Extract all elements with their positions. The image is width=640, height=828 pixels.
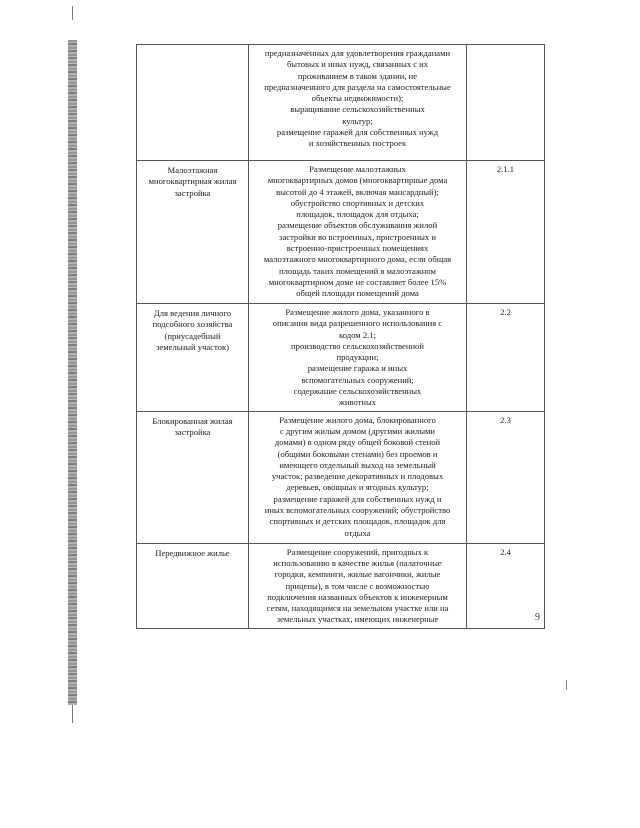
use-description-line: размещение гаража и иных	[307, 363, 408, 374]
use-description-line: предназначенных для удовлетворения гражданами	[264, 48, 451, 58]
use-description-line: подключения названных объектов к инженерным	[267, 591, 448, 602]
page-number: 9	[535, 612, 540, 623]
use-description-line: описании вида разрешенного использования с	[272, 318, 443, 329]
scan-mark	[72, 6, 73, 20]
use-description-line: объекты недвижимости);	[311, 93, 404, 104]
table-row	[137, 411, 545, 543]
use-type-name-cell	[137, 161, 249, 304]
use-description-line: с другим жилым домом (другими жилыми	[279, 425, 436, 436]
use-description-line: кодом 2.1;	[338, 329, 376, 340]
use-description-line: (общими боковыми стенами) без проемов и	[277, 448, 438, 459]
use-type-name-cell	[137, 411, 249, 543]
use-type-name-line: застройка	[174, 426, 211, 437]
use-type-name-line: застройка	[174, 187, 211, 198]
use-description-cell	[249, 45, 467, 161]
use-description-line: бытовых и иных нужд, связанных с их	[286, 59, 429, 70]
use-description-line: городки, кемпинги, жилые вагончики, жилые	[274, 569, 441, 580]
scan-binding-edge	[68, 40, 77, 705]
use-description-cell	[249, 304, 467, 412]
use-code-cell	[467, 304, 545, 412]
table-row	[137, 161, 545, 304]
use-description-line: площадок, площадок для отдыха;	[296, 209, 419, 220]
use-description-line: содержание сельскохозяйственных	[293, 386, 422, 397]
use-description-line: проживанием в таком здании, не	[297, 70, 418, 81]
use-description-line: домами) в одном ряду общей боковой стеной	[274, 437, 441, 448]
use-code: 2.4	[500, 546, 511, 557]
table-row	[137, 304, 545, 412]
use-description-line: отдыха	[344, 527, 371, 538]
use-description-line: спортивных и детских площадок, площадок для	[269, 516, 446, 527]
use-description-cell	[249, 161, 467, 304]
use-type-name-line: (приусадебный	[164, 330, 221, 341]
use-type-name-cell	[137, 45, 249, 161]
use-description-line: выращивание сельскохозяйственных	[290, 104, 425, 115]
use-description-line: деревьев, овощных и ягодных культур;	[286, 482, 429, 493]
use-type-name-cell	[137, 304, 249, 412]
use-description-line: Размещение сооружений, пригодных к	[286, 546, 429, 557]
use-code-cell	[467, 543, 545, 628]
use-description-line: многоквартирном доме не составляет более 15%	[268, 276, 447, 287]
use-description-line: и хозяйственных построек	[308, 138, 407, 149]
use-code: 2.1.1	[496, 164, 515, 174]
use-description-line: имеющего отдельный выход на земельный	[279, 459, 436, 470]
use-code: 2.2	[500, 307, 511, 317]
table-row	[137, 45, 545, 161]
use-type-name-line: Блокированная жилая	[152, 415, 233, 426]
use-description-line: высотой до 4 этажей, включая мансардный);	[276, 186, 439, 197]
use-description-line: вспомогательных сооружений;	[301, 374, 414, 385]
use-description-line: сетям, находящимся на земельном участке или на	[266, 603, 449, 614]
use-type-name-line: подсобного хозяйства	[152, 319, 233, 330]
land-use-table	[136, 44, 545, 629]
use-description-line: размещение объектов обслуживания жилой	[277, 220, 438, 231]
use-description-line: размещение гаражей для собственных нужд	[276, 127, 439, 138]
use-description-line: продукции;	[336, 352, 379, 363]
use-code: 2.3	[500, 414, 511, 425]
use-description-line: Размещение жилого дома, указанного в	[285, 307, 430, 317]
use-description-line: Размещение жилого дома, блокированного	[279, 414, 436, 425]
use-description-line: размещение гаражей для собственных нужд и	[273, 493, 442, 504]
use-description-line: Размещение малоэтажных	[309, 164, 406, 174]
table-body	[137, 45, 545, 629]
use-description-line: использованию в качестве жилья (палаточные	[273, 557, 442, 568]
use-description-line: малоэтажного многоквартирного дома, если общая	[263, 254, 452, 265]
use-code-cell	[467, 411, 545, 543]
use-description-line: животных	[338, 397, 377, 408]
use-description-line: обустройство спортивных и детских	[290, 197, 425, 208]
use-description-line: прицепы), в том числе с возможностью	[285, 580, 430, 591]
use-type-name-line: Для ведения личного	[153, 308, 232, 318]
use-description-line: иных вспомогательных сооружений; обустройство	[264, 505, 451, 516]
use-description-line: культур;	[342, 115, 373, 126]
use-type-name-line: земельный участок)	[155, 341, 229, 352]
use-description-line: земельных участках, имеющих инженерные	[276, 614, 439, 625]
use-code-cell	[467, 45, 545, 161]
use-description-line: застройки во встроенных, пристроенных и	[279, 231, 436, 242]
use-type-name-line: Передвижное жилье	[155, 547, 230, 558]
use-code-cell	[467, 161, 545, 304]
use-type-name-line: Малоэтажная	[167, 165, 218, 175]
use-type-name-line: многоквартирная жилая	[148, 176, 237, 187]
use-description-line: площадь таких помещений в малоэтажном	[279, 265, 436, 276]
use-description-line: участок; разведение декоративных и плодовых	[271, 471, 444, 482]
use-description-line: предназначенного для раздела на самостоятельные	[264, 81, 451, 92]
use-description-cell	[249, 411, 467, 543]
use-description-line: производство сельскохозяйственной	[291, 340, 424, 351]
table-row	[137, 543, 545, 628]
scan-mark	[72, 705, 73, 723]
use-description-line: многоквартирных домов (многоквартирные дома	[267, 175, 448, 186]
use-description-cell	[249, 543, 467, 628]
scan-mark	[566, 680, 567, 690]
use-description-line: встроенно-пристроенных помещениях	[286, 243, 429, 254]
use-description-line: общей площади помещений дома	[296, 288, 419, 299]
use-type-name-cell	[137, 543, 249, 628]
